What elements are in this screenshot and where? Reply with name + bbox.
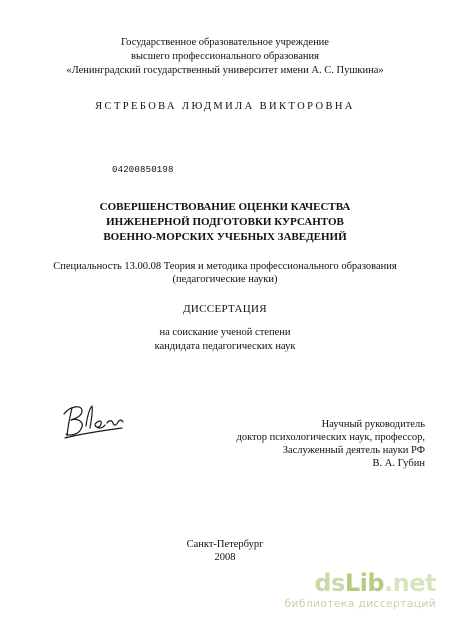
institution-line-2: высшего профессионального образования: [131, 51, 319, 62]
supervisor-name: В. А. Губин: [372, 458, 425, 469]
handwritten-signature: [60, 398, 130, 447]
document-type: ДИССЕРТАЦИЯ: [183, 303, 267, 315]
year: 2008: [214, 552, 236, 563]
author-name: ЯСТРЕБОВА ЛЮДМИЛА ВИКТОРОВНА: [95, 101, 355, 112]
watermark-logo-ds: ds: [314, 569, 345, 597]
thesis-title-line-1: СОВЕРШЕНСТВОВАНИЕ ОЦЕНКИ КАЧЕСТВА: [99, 201, 351, 213]
watermark-subtitle: библиотека диссертаций: [284, 597, 436, 610]
degree-line-1: на соискание ученой степени: [159, 327, 291, 338]
supervisor-honor: Заслуженный деятель науки РФ: [282, 445, 425, 456]
place: Санкт-Петербург: [186, 539, 264, 550]
thesis-title-line-2: ИНЖЕНЕРНОЙ ПОДГОТОВКИ КУРСАНТОВ: [106, 216, 344, 228]
supervisor-degree: доктор психологических наук, профессор,: [236, 432, 425, 443]
degree-line-2: кандидата педагогических наук: [154, 341, 296, 352]
institution-line-3: «Ленинградский государственный университет имени А. С. Пушкина»: [66, 65, 384, 76]
institution-line-1: Государственное образовательное учреждение: [121, 37, 329, 48]
registration-code: 04200850198: [112, 165, 174, 175]
specialty-line-1: Специальность 13.00.08 Теория и методика профессионального образования: [53, 261, 397, 272]
watermark-logo: [284, 571, 436, 595]
thesis-title-line-3: ВОЕННО-МОРСКИХ УЧЕБНЫХ ЗАВЕДЕНИЙ: [103, 231, 347, 243]
watermark-logo-net: .net: [384, 569, 436, 597]
watermark-logo-lib: Lib: [344, 569, 385, 597]
dslib-watermark: [284, 571, 436, 610]
supervisor-block: [230, 420, 425, 480]
specialty-line-2: (педагогические науки): [172, 274, 278, 285]
supervisor-role: Научный руководитель: [321, 419, 425, 430]
